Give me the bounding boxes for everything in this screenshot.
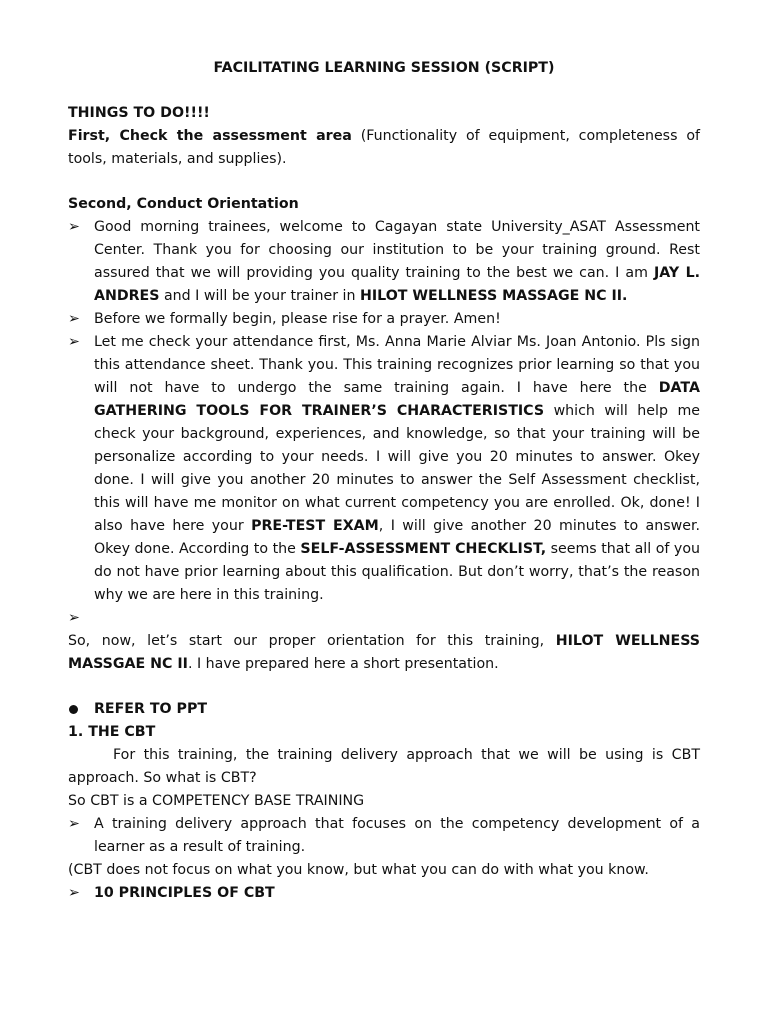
things-to-do-heading: THINGS TO DO!!!! [68,105,210,121]
bullet-empty [68,607,700,630]
cbt-note: (CBT does not focus on what you know, but what you can do with what you know. [68,862,649,878]
bullet-prayer: ➢ Before we formally begin, please rise for a prayer. Amen! [68,308,700,331]
cbt-heading: 1. THE CBT [68,724,156,740]
arrow-bullet-icon: ➢ [68,219,80,235]
round-bullet-icon [69,705,78,714]
orientation-paragraph: So, now, let’s start our proper orientation for this training, HILOT WELLNESS MASSGAE NC II. I have prepared here a short presentation. [68,633,701,672]
arrow-bullet-icon: ➢ [68,816,80,832]
cbt-definition: So CBT is a COMPETENCY BASE TRAINING [68,793,365,809]
second-step-heading: Second, Conduct Orientation [68,196,299,212]
data-gathering-tools: DATA GATHERING TOOLS FOR TRAINER’S CHARACTERISTICS [94,380,700,419]
arrow-bullet-icon: ➢ [68,885,80,901]
arrow-bullet-icon: ➢ [68,610,80,626]
self-assessment-checklist: SELF-ASSESSMENT CHECKLIST, [300,541,547,557]
first-step-label: First, Check the assessment area [68,128,352,144]
cbt-paragraph: For this training, the training delivery approach that we will be using is CBT approach. So what is CBT? [68,747,700,786]
trainer-name: JAY L. ANDRES [94,265,700,304]
bullet-principles: ➢ 10 PRINCIPLES OF CBT [68,882,700,905]
qualification-name-2: HILOT WELLNESS MASSGAE NC II [68,633,701,672]
bullet-attendance: ➢ Let me check your attendance first, Ms. Anna Marie Alviar Ms. Joan Antonio. Pls sign this attendance sheet. Thank you. This training recognizes prior learning so that you will not have to undergo the same training again. I have here the DATA GATHERING TOOLS FOR TRAINER’S CHARACTERISTICS which will help me check your background, experiences, and knowledge, so that your training will be personalize according to your needs. I will give you 20 minutes to answer. Okey done. I will give you another 20 minutes to answer the Self Assessment checklist, this will have me monitor on what current competency you are enrolled. Ok, done! I also have here your PRE-TEST EXAM, I will give another 20 minutes to answer. Okey done. According to the SELF-ASSESSMENT CHECKLIST, seems that all of you do not have prior learning about this qualification. But don’t worry, that’s the reason why we are here in this training. [68,331,700,607]
bullet-cbt-approach: ➢ A training delivery approach that focuses on the competency development of a learner as a result of training. [68,813,700,859]
first-step-text: (Functionality of equipment, completeness of tools, materials, and supplies). [68,128,700,167]
bullet-welcome: ➢ Good morning trainees, welcome to Cagayan state University_ASAT Assessment Center. Thank you for choosing our institution to be your training ground. Rest assured that we will providing you quality training to the best we can. I am JAY L. ANDRES and I will be your trainer in HILOT WELLNESS MASSAGE NC II. [68,216,700,308]
pre-test-exam: PRE-TEST EXAM [251,518,379,534]
qualification-name: HILOT WELLNESS MASSAGE NC II. [360,288,628,304]
first-step-paragraph [68,125,700,171]
refer-to-ppt-item: REFER TO PPT [68,698,700,721]
arrow-bullet-icon: ➢ [68,334,80,350]
document-title: FACILITATING LEARNING SESSION (SCRIPT) [213,60,555,76]
arrow-bullet-icon: ➢ [68,311,80,327]
